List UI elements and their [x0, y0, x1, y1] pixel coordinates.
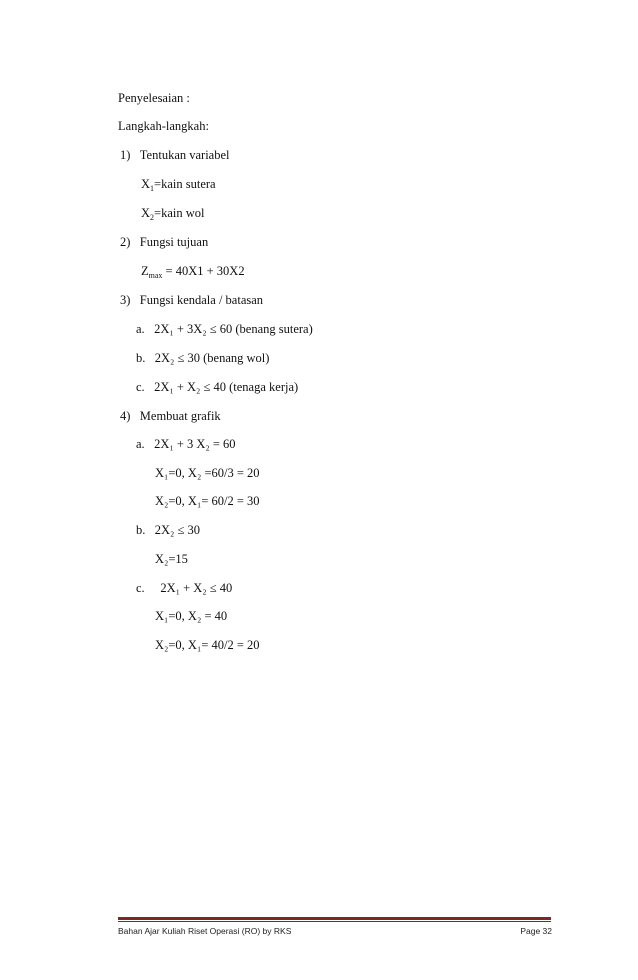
step-4: [120, 408, 221, 424]
footer-divider-thin: [118, 921, 551, 922]
page-number: Page 32: [520, 926, 552, 936]
graph-a-point-2: X₂=0, X₁= 60/2 = 30: [155, 494, 260, 508]
step-title: Fungsi tujuan: [139, 235, 209, 249]
step-number: 2): [120, 235, 131, 249]
graph-b-point-1: X₂=15: [155, 552, 188, 566]
step-number: 3): [120, 293, 131, 307]
constraint-c: c. 2X₁ + X₂ ≤ 40 (tenaga kerja): [136, 380, 299, 394]
footer-divider: [118, 917, 551, 920]
graph-c-point-1: X₁=0, X₂ = 40: [155, 609, 228, 623]
constraint-a: a. 2X₁ + 3X₂ ≤ 60 (benang sutera): [136, 322, 313, 336]
constraint-b: b. 2X₂ ≤ 30 (benang wol): [136, 351, 270, 365]
heading: Penyelesaian :: [118, 91, 190, 105]
graph-a: a. 2X₁ + 3 X₂ = 60: [136, 437, 236, 451]
step-2: [120, 234, 208, 250]
subheading: Langkah-langkah:: [118, 119, 209, 133]
variable-x2: $X_2=kain$ wol: [141, 206, 205, 222]
graph-a-point-1: X₁=0, X₂ =60/3 = 20: [155, 466, 260, 480]
step-title: Tentukan variabel: [139, 148, 230, 162]
graph-b: b. 2X₂ ≤ 30: [136, 523, 200, 537]
graph-c: c. 2X₁ + X₂ ≤ 40: [136, 581, 233, 595]
variable-x1: $X_1=kain$ sutera: [141, 177, 216, 193]
step-title: Membuat grafik: [139, 409, 221, 423]
step-1: [120, 147, 230, 163]
step-number: 1): [120, 148, 131, 162]
step-number: 4): [120, 409, 131, 423]
graph-c-point-2: X₂=0, X₁= 40/2 = 20: [155, 638, 260, 652]
step-3: [120, 292, 263, 308]
footer-title: Bahan Ajar Kuliah Riset Operasi (RO) by RKS: [118, 926, 292, 936]
step-title: Fungsi kendala / batasan: [139, 293, 264, 307]
objective-function: $Z_{max} = 40X1 + 30X2$: [141, 264, 245, 280]
